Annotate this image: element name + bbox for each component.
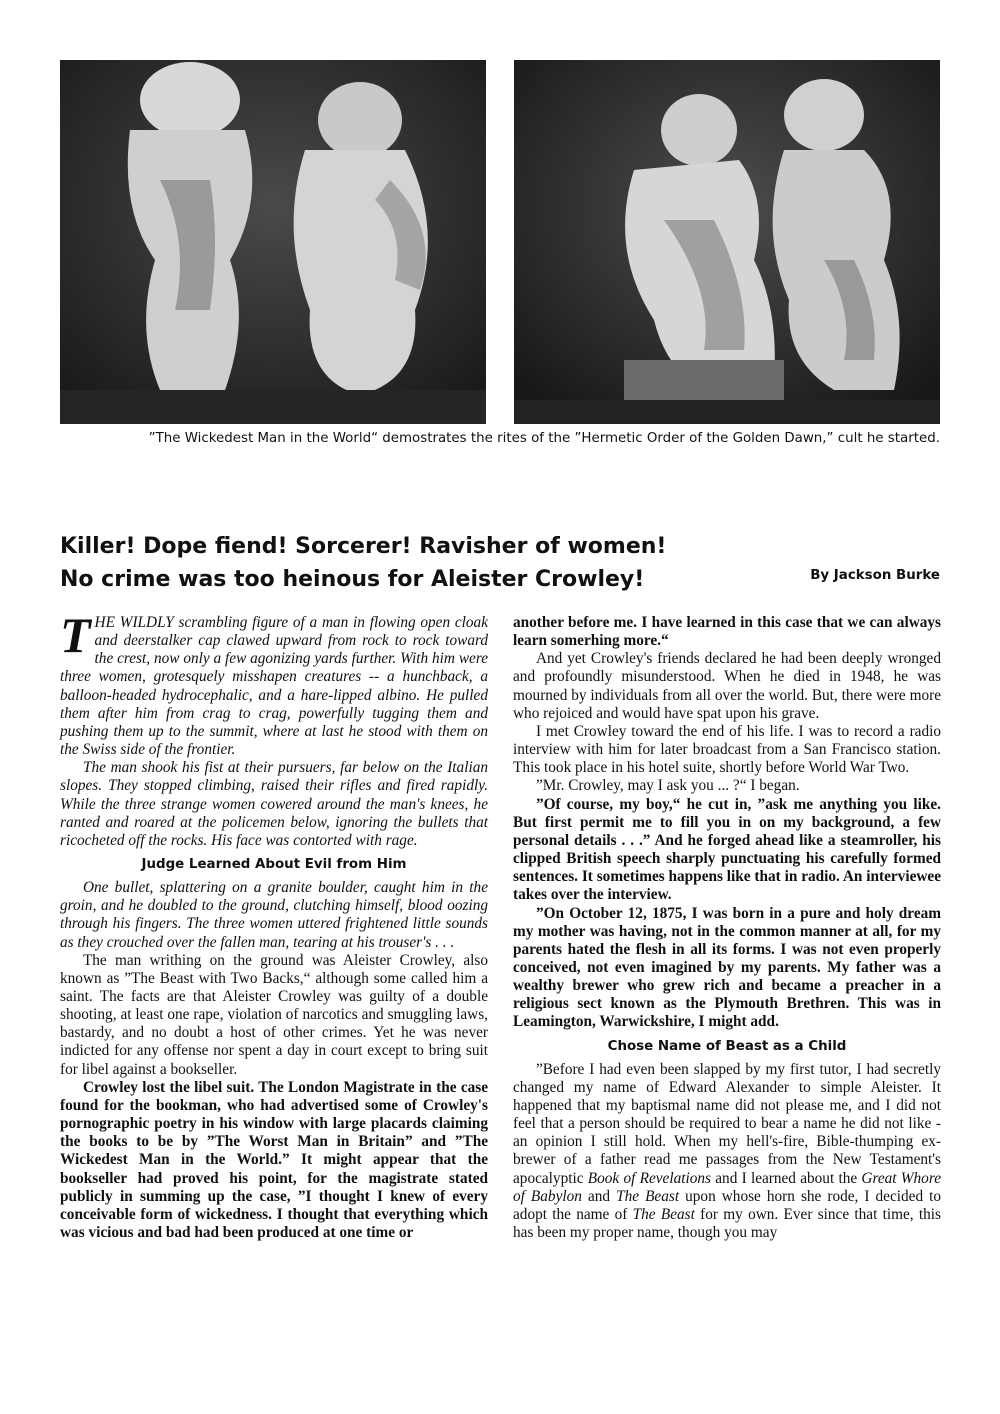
book-title: Book of Revelations bbox=[587, 1169, 711, 1187]
paragraph bbox=[513, 1061, 941, 1243]
headline bbox=[60, 530, 940, 596]
paragraph: ”Of course, my boy,“ he cut in, ”ask me anything you like. But first permit me to fill you in on my background, a few personal details . . .” And he forged ahead like a steamroller, his clipped British speech sharply punctuating his carefully formed sentences. It sometimes happens like that in radio. An interviewee takes over the interview. bbox=[513, 795, 941, 904]
book-title: The Beast bbox=[632, 1205, 695, 1223]
text-span: for my own. Ever since that time, this has been my proper name, though you may bbox=[513, 1205, 941, 1241]
paragraph: Crowley lost the libel suit. The London Magistrate in the case found for the bookman, who had advertised some of Crowley's pornographic poetry in his window with large placards claiming the books to be by ”The Worst Man in Britain” and ”The Wickedest Man in the World.” It might appear that the bookseller had proved his point, for the magistrate stated publicly in summing up the case, ”I thought I knew of every conceivable form of wickedness. I thought that everything which was vicious and bad had been produced at one time or bbox=[60, 1078, 488, 1241]
book-title: Great Whore of Babylon bbox=[513, 1169, 941, 1205]
text-span: and bbox=[587, 1187, 611, 1205]
drop-cap: T bbox=[60, 607, 91, 663]
paragraph: I met Crowley toward the end of his life. I was to record a radio interview with him for later broadcast from a San Francisco station. This took place in his hotel suite, shortly before World War Two. bbox=[513, 722, 941, 777]
paragraph: The man shook his fist at their pursuers, far below on the Italian slopes. They stopped climbing, raised their rifles and fired rapidly. While the three strange women cowered around the man's knees, he ranted and roared at the policemen below, ignoring the bullets that ricocheted off the rocks. His face was contorted with rage. bbox=[60, 759, 488, 849]
article-column-right bbox=[513, 614, 941, 1242]
paragraph: The man writhing on the ground was Aleister Crowley, also known as ”The Beast with Two Backs,“ although some called him a saint. The facts are that Aleister Crowley was guilty of a double shooting, at least one rape, violation of narcotics and smuggling laws, bastardy, and no doubt a host of other crimes. Yet he was never indicted for any offense nor spent a day in court except to bring suit for libel against a bookseller. bbox=[60, 951, 488, 1078]
headline-line-2: No crime was too heinous for Aleister Crowley! bbox=[60, 567, 645, 592]
photo-right bbox=[514, 60, 940, 424]
article-column-left bbox=[60, 607, 488, 1242]
text-span: and I learned about the bbox=[715, 1169, 858, 1187]
byline: By Jackson Burke bbox=[810, 568, 940, 583]
text-span: ”Before I had even been slapped by my first tutor, I had secretly changed my name of Edward Alexander to simple Aleister. It happened that my baptismal name did not please me, and I did not feel that a person should be required to bear a name he did not like - an opinion I still hold. When my hell's-fire, Bible-thumping ex-brewer of a father read me passages from the New Testament's apocalyptic bbox=[513, 1060, 941, 1187]
paragraph: ”Mr. Crowley, may I ask you ... ?“ I began. bbox=[535, 777, 800, 795]
photo-caption: ”The Wickedest Man in the World“ demostrates the rites of the ”Hermetic Order of the Golden Dawn,” cult he started. bbox=[148, 431, 940, 446]
paragraph: And yet Crowley's friends declared he had been deeply wronged and profoundly misunderstood. When he died in 1948, he was mourned by individuals from all over the world. But, there were more who rejoiced and would have spat upon his grave. bbox=[513, 650, 941, 722]
crouching-figures-photo-left-icon bbox=[60, 60, 486, 424]
paragraph: another before me. I have learned in this case that we can always learn somerhing more.“ bbox=[513, 614, 941, 650]
subheading: Judge Learned About Evil from Him bbox=[141, 857, 407, 873]
paragraph bbox=[60, 607, 488, 759]
paragraph: One bullet, splattering on a granite boulder, caught him in the groin, and he doubled to the ground, clutching himself, blood oozing through his fingers. The three women uttered frightened little sounds as they crouched over the fallen man, tearing at his trouser's . . . bbox=[60, 879, 488, 951]
book-title: The Beast bbox=[616, 1187, 680, 1205]
photo-left bbox=[60, 60, 486, 424]
subheading: Chose Name of Beast as a Child bbox=[607, 1038, 847, 1054]
headline-line-1: Killer! Dope fiend! Sorcerer! Ravisher of women! bbox=[60, 534, 667, 559]
paragraph-text: HE WILDLY scrambling figure of a man in flowing open cloak and deerstalker cap clawed upward from rock to rock toward the crest, now only a few agonizing yards further. With him were three women, grotesquely misshapen creatures -- a hunchback, a balloon-headed hydrocephalic, and a hare-lipped albino. He pulled them after him from crag to crag, powerfully tugging them and pushing them up to the summit, where at last he stood with them on the Swiss side of the frontier. bbox=[60, 614, 488, 759]
text-span: upon whose horn she rode, I decided to adopt the name of bbox=[513, 1187, 942, 1223]
crouching-figures-photo-right-icon bbox=[514, 60, 940, 424]
paragraph: ”On October 12, 1875, I was born in a pure and holy dream my mother was having, not in the common manner at all, for my parents hated the flesh in all its forms. I was not even properly conceived, not even imagined by my parents. My father was a wealthy brewer who grew rich and became a preacher in a religious sect known as the Plymouth Brethren. This was in Leamington, Warwickshire, I might add. bbox=[513, 904, 941, 1031]
